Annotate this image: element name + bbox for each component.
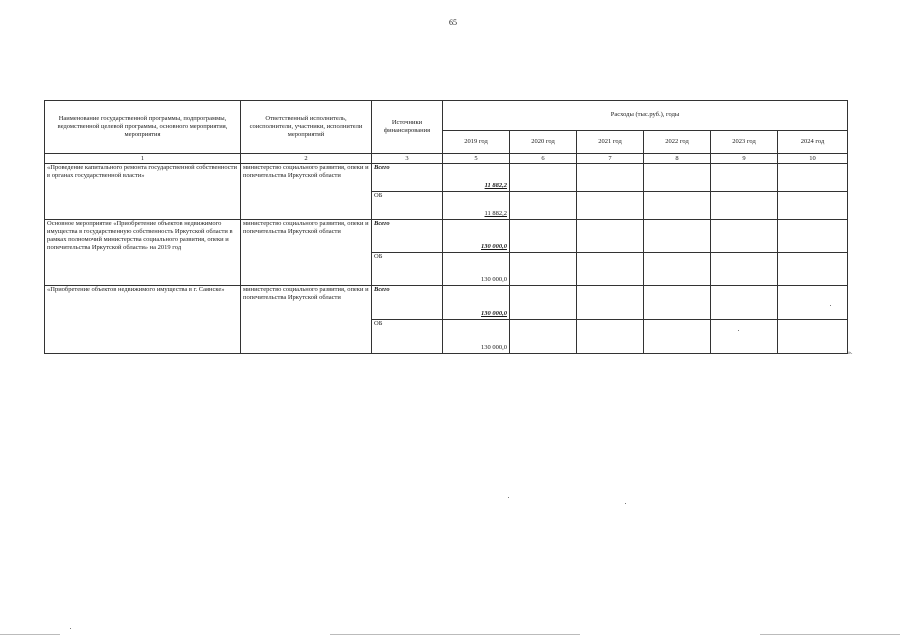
source-ob-label: ОБ <box>374 192 383 199</box>
value-cell <box>711 220 778 253</box>
header-row <box>45 101 848 131</box>
value-2019-total: 11 882,2 <box>484 181 507 189</box>
source-cell <box>372 192 443 220</box>
scan-edge-line <box>760 634 900 635</box>
source-total-label: Всего <box>374 220 390 227</box>
table-row <box>45 220 848 253</box>
value-cell <box>577 220 644 253</box>
column-number: 1 <box>45 154 241 164</box>
table-row <box>45 286 848 320</box>
value-cell <box>644 164 711 192</box>
value-cell <box>778 164 848 192</box>
value-cell <box>577 286 644 320</box>
value-cell <box>711 286 778 320</box>
value-cell <box>510 164 577 192</box>
column-number: 8 <box>644 154 711 164</box>
header-year-2020: 2020 год <box>510 131 577 154</box>
source-cell <box>372 164 443 192</box>
value-cell <box>711 320 778 354</box>
source-cell <box>372 286 443 320</box>
source-ob-label: ОБ <box>374 320 383 327</box>
value-cell <box>510 320 577 354</box>
value-cell <box>577 192 644 220</box>
source-ob-label: ОБ <box>374 253 383 260</box>
measure-executor: министерство социального развития, опеки и попечительства Иркутской области <box>241 164 372 220</box>
column-number: 9 <box>711 154 778 164</box>
value-cell <box>443 253 510 286</box>
column-number: 5 <box>443 154 510 164</box>
value-cell <box>778 192 848 220</box>
source-cell <box>372 320 443 354</box>
measure-name: «Проведение капитального ремонта государственной собственности в органах государственной власти» <box>45 164 241 220</box>
column-number: 3 <box>372 154 443 164</box>
value-cell <box>510 220 577 253</box>
column-number: 6 <box>510 154 577 164</box>
value-cell <box>778 320 848 354</box>
source-cell <box>372 253 443 286</box>
value-cell <box>644 286 711 320</box>
value-cell <box>443 192 510 220</box>
header-source: Источники финансирования <box>372 101 443 154</box>
value-2019-ob: 11 882,2 <box>484 209 507 217</box>
value-cell <box>711 164 778 192</box>
scan-speck <box>830 305 831 306</box>
source-cell <box>372 220 443 253</box>
header-expenses: Расходы (тыс.руб.), годы <box>443 101 848 131</box>
header-executor: Ответственный исполнитель, соисполнители, участники, исполнители мероприятий <box>241 101 372 154</box>
header-year-2021: 2021 год <box>577 131 644 154</box>
value-cell <box>711 192 778 220</box>
measure-name: «Приобретение объектов недвижимого имущества в г. Саянске» <box>45 286 241 354</box>
value-cell <box>510 192 577 220</box>
scan-speck <box>625 503 626 504</box>
value-cell <box>443 320 510 354</box>
value-cell <box>443 286 510 320</box>
column-number: 7 <box>577 154 644 164</box>
value-cell <box>577 320 644 354</box>
value-cell <box>778 286 848 320</box>
header-year-2023: 2023 год <box>711 131 778 154</box>
value-cell <box>644 320 711 354</box>
value-cell <box>711 253 778 286</box>
column-number-row <box>45 154 848 164</box>
measure-name: Основное мероприятие «Приобретение объектов недвижимого имущества в государственную собственность Иркутской области в рамках полномочий министерства социального развития, опеки и попечительства Иркутской области» на 2019 год <box>45 220 241 286</box>
scan-speck <box>70 628 71 629</box>
value-2019-ob: 130 000,0 <box>481 343 507 351</box>
table-row <box>45 164 848 192</box>
value-cell <box>778 220 848 253</box>
source-total-label: Всего <box>374 286 390 293</box>
scan-speck <box>508 497 509 498</box>
closing-quote-mark: ». <box>848 350 853 356</box>
value-2019-total: 130 000,0 <box>481 242 507 250</box>
page-number: 65 <box>449 18 457 27</box>
value-cell <box>644 220 711 253</box>
value-2019-ob: 130 000,0 <box>481 275 507 283</box>
header-name: Наименование государственной программы, подпрограммы, ведомственной целевой программы, основного мероприятия, мероприятия <box>45 101 241 154</box>
value-2019-total: 130 000,0 <box>481 309 507 317</box>
expenses-table <box>44 100 848 354</box>
value-cell <box>577 164 644 192</box>
header-year-2022: 2022 год <box>644 131 711 154</box>
scan-speck <box>738 330 739 331</box>
value-cell <box>778 253 848 286</box>
value-cell <box>443 220 510 253</box>
scan-edge-line <box>0 634 60 635</box>
value-cell <box>510 253 577 286</box>
value-cell <box>577 253 644 286</box>
source-total-label: Всего <box>374 164 390 171</box>
scan-edge-line <box>330 634 580 635</box>
header-year-2019: 2019 год <box>443 131 510 154</box>
column-number: 2 <box>241 154 372 164</box>
column-number: 10 <box>778 154 848 164</box>
measure-executor: министерство социального развития, опеки и попечительства Иркутской области <box>241 220 372 286</box>
value-cell <box>510 286 577 320</box>
measure-executor: министерство социального развития, опеки и попечительства Иркутской области <box>241 286 372 354</box>
value-cell <box>644 192 711 220</box>
value-cell <box>443 164 510 192</box>
header-year-2024: 2024 год <box>778 131 848 154</box>
value-cell <box>644 253 711 286</box>
